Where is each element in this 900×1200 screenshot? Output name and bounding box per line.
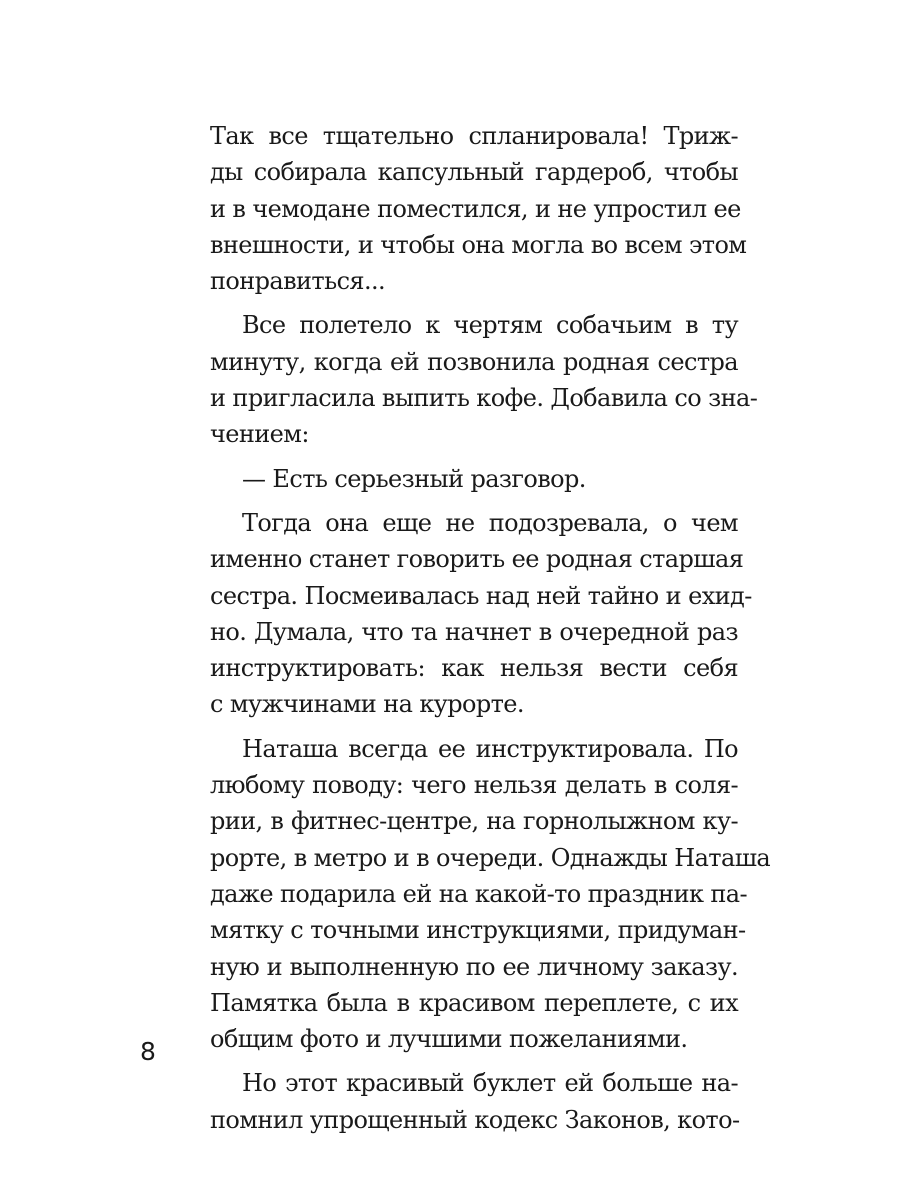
text-line: Памятка была в красивом переплете, с их: [210, 988, 738, 1017]
text-line: внешности, и чтобы она могла во всем этом: [210, 230, 747, 259]
text-line: с мужчинами на курорте.: [210, 690, 524, 719]
text-line: сестра. Посмеивалась над ней тайно и ехид-: [210, 581, 752, 610]
paragraph: [210, 505, 752, 723]
paragraph: [210, 118, 747, 299]
text-line: инструктировать: как нельзя вести себя: [210, 654, 738, 683]
text-line: ды собирала капсульный гардероб, чтобы: [210, 158, 738, 187]
paragraph-gap: [210, 299, 738, 307]
text-line: ную и выполненную по ее личному заказу.: [210, 952, 738, 981]
text-line: помнил упрощенный кодекс Законов, кото-: [210, 1105, 740, 1134]
text-line: рии, в фитнес-центре, на горнолыжном ку-: [210, 807, 738, 836]
page-number: 8: [140, 1037, 156, 1066]
paragraph-gap: [210, 723, 738, 731]
text-line: рорте, в метро и в очереди. Однажды Наташа: [210, 843, 771, 872]
text-line: и пригласила выпить кофе. Добавила со зна-: [210, 384, 758, 413]
text-line: — Есть серьезный разговор.: [242, 464, 586, 493]
paragraph: [210, 731, 771, 1058]
text-line: Но этот красивый буклет ей больше на-: [242, 1069, 738, 1098]
text-line: даже подарила ей на какой-то праздник па-: [210, 879, 748, 908]
text-line: чением:: [210, 420, 309, 449]
text-line: понравиться...: [210, 267, 386, 296]
text-line: именно станет говорить ее родная старшая: [210, 545, 744, 574]
body-text: [210, 118, 771, 1138]
paragraph-gap: [210, 453, 738, 461]
text-line: минуту, когда ей позвонила родная сестра: [210, 347, 738, 376]
paragraph: [210, 461, 738, 497]
text-line: Все полетело к чертям собачьим в ту: [242, 311, 738, 340]
text-line: любому поводу: чего нельзя делать в соля-: [210, 771, 738, 800]
paragraph: [210, 307, 758, 452]
text-line: но. Думала, что та начнет в очередной раз: [210, 617, 738, 646]
text-line: Наташа всегда ее инструктировала. По: [242, 734, 738, 763]
text-line: общим фото и лучшими пожеланиями.: [210, 1025, 688, 1054]
paragraph-gap: [210, 497, 738, 505]
text-line: Тогда она еще не подозревала, о чем: [242, 508, 738, 537]
text-line: Так все тщательно спланировала! Триж-: [210, 122, 738, 150]
paragraph-gap: [210, 1057, 738, 1065]
text-line: мятку с точными инструкциями, придуман-: [210, 916, 746, 945]
paragraph: [210, 1065, 738, 1138]
text-line: и в чемодане поместился, и не упростил ее: [210, 194, 741, 223]
